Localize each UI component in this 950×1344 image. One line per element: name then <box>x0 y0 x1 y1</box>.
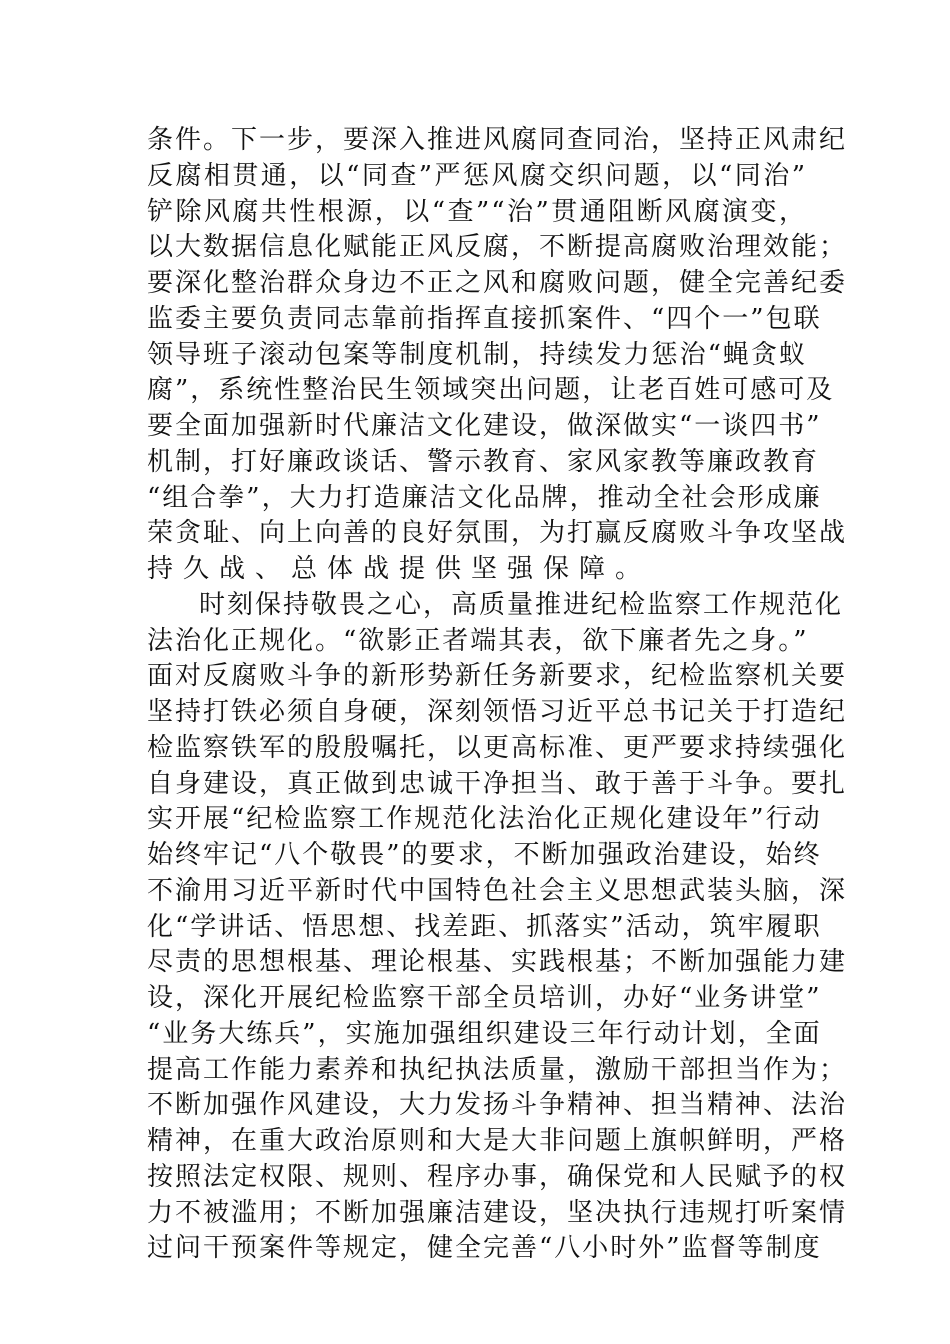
text-line: 尽责的思想根基、理论根基、实践根基；不断加强能力建 <box>147 947 848 978</box>
text-line: 持久战、总体战提供坚强保障。 <box>147 554 652 584</box>
text-line: “组合拳”，大力打造廉洁文化品牌，推动全社会形成廉 <box>147 482 822 513</box>
text-line: 检监察铁军的殷殷嘱托，以更高标准、更严要求持续强化 <box>147 732 848 763</box>
text-line: 坚持打铁必须自身硬，深刻领悟习近平总书记关于打造纪 <box>147 697 848 727</box>
text-line: 铲除风腐共性根源，以“查”“治”贯通阻断风腐演变， <box>147 196 807 227</box>
text-line: 时刻保持敬畏之心，高质量推进纪检监察工作规范化 <box>199 589 844 620</box>
text-line: 自身建设，真正做到忠诚干净担当、敢于善于斗争。要扎 <box>147 768 848 799</box>
text-line: 精神，在重大政治原则和大是大非问题上旗帜鲜明，严格 <box>147 1126 848 1156</box>
text-line: 过问干预案件等规定，健全完善“八小时外”监督等制度 <box>147 1233 822 1264</box>
text-line: 领导班子滚动包案等制度机制，持续发力惩治“蝇贪蚁 <box>147 339 807 370</box>
text-line: 面对反腐败斗争的新形势新任务新要求，纪检监察机关要 <box>147 661 848 692</box>
text-line: 不渝用习近平新时代中国特色社会主义思想武装头脑，深 <box>147 875 848 906</box>
document-body <box>147 123 848 1267</box>
text-line: 提高工作能力素养和执纪执法质量，激励干部担当作为； <box>147 1054 848 1085</box>
text-line: 力不被滥用；不断加强廉洁建设，坚决执行违规打听案情 <box>147 1197 848 1228</box>
text-line: 反腐相贯通，以“同查”严惩风腐交织问题，以“同治” <box>147 160 807 191</box>
text-line: 设，深化开展纪检监察干部全员培训，办好“业务讲堂” <box>147 983 822 1013</box>
text-line: 实开展“纪检监察工作规范化法治化正规化建设年”行动 <box>147 804 822 835</box>
text-line: 法治化正规化。“欲影正者端其表，欲下廉者先之身。” <box>147 625 809 656</box>
text-line: 化“学讲话、悟思想、找差距、抓落实”活动，筑牢履职 <box>147 911 822 942</box>
text-line: 按照法定权限、规则、程序办事，确保党和人民赋予的权 <box>147 1161 848 1192</box>
text-line: 监委主要负责同志靠前指挥直接抓案件、“四个一”包联 <box>147 303 822 334</box>
text-line: 要深化整治群众身边不正之风和腐败问题，健全完善纪委 <box>147 268 848 298</box>
text-line: 以大数据信息化赋能正风反腐，不断提高腐败治理效能； <box>147 232 848 263</box>
text-line: 要全面加强新时代廉洁文化建设，做深做实“一谈四书” <box>147 411 822 441</box>
text-line: 不断加强作风建设，大力发扬斗争精神、担当精神、法治 <box>147 1090 848 1121</box>
text-line: 机制，打好廉政谈话、警示教育、家风家教等廉政教育 <box>147 446 820 477</box>
text-line: 荣贪耻、向上向善的良好氛围，为打赢反腐败斗争攻坚战 <box>147 518 848 549</box>
text-line: 条件。下一步，要深入推进风腐同查同治，坚持正风肃纪 <box>147 125 848 155</box>
text-line: 始终牢记“八个敬畏”的要求，不断加强政治建设，始终 <box>147 840 822 870</box>
text-line: 腐”，系统性整治民生领域突出问题，让老百姓可感可及 <box>147 375 835 406</box>
text-line: “业务大练兵”，实施加强组织建设三年行动计划，全面 <box>147 1018 822 1049</box>
